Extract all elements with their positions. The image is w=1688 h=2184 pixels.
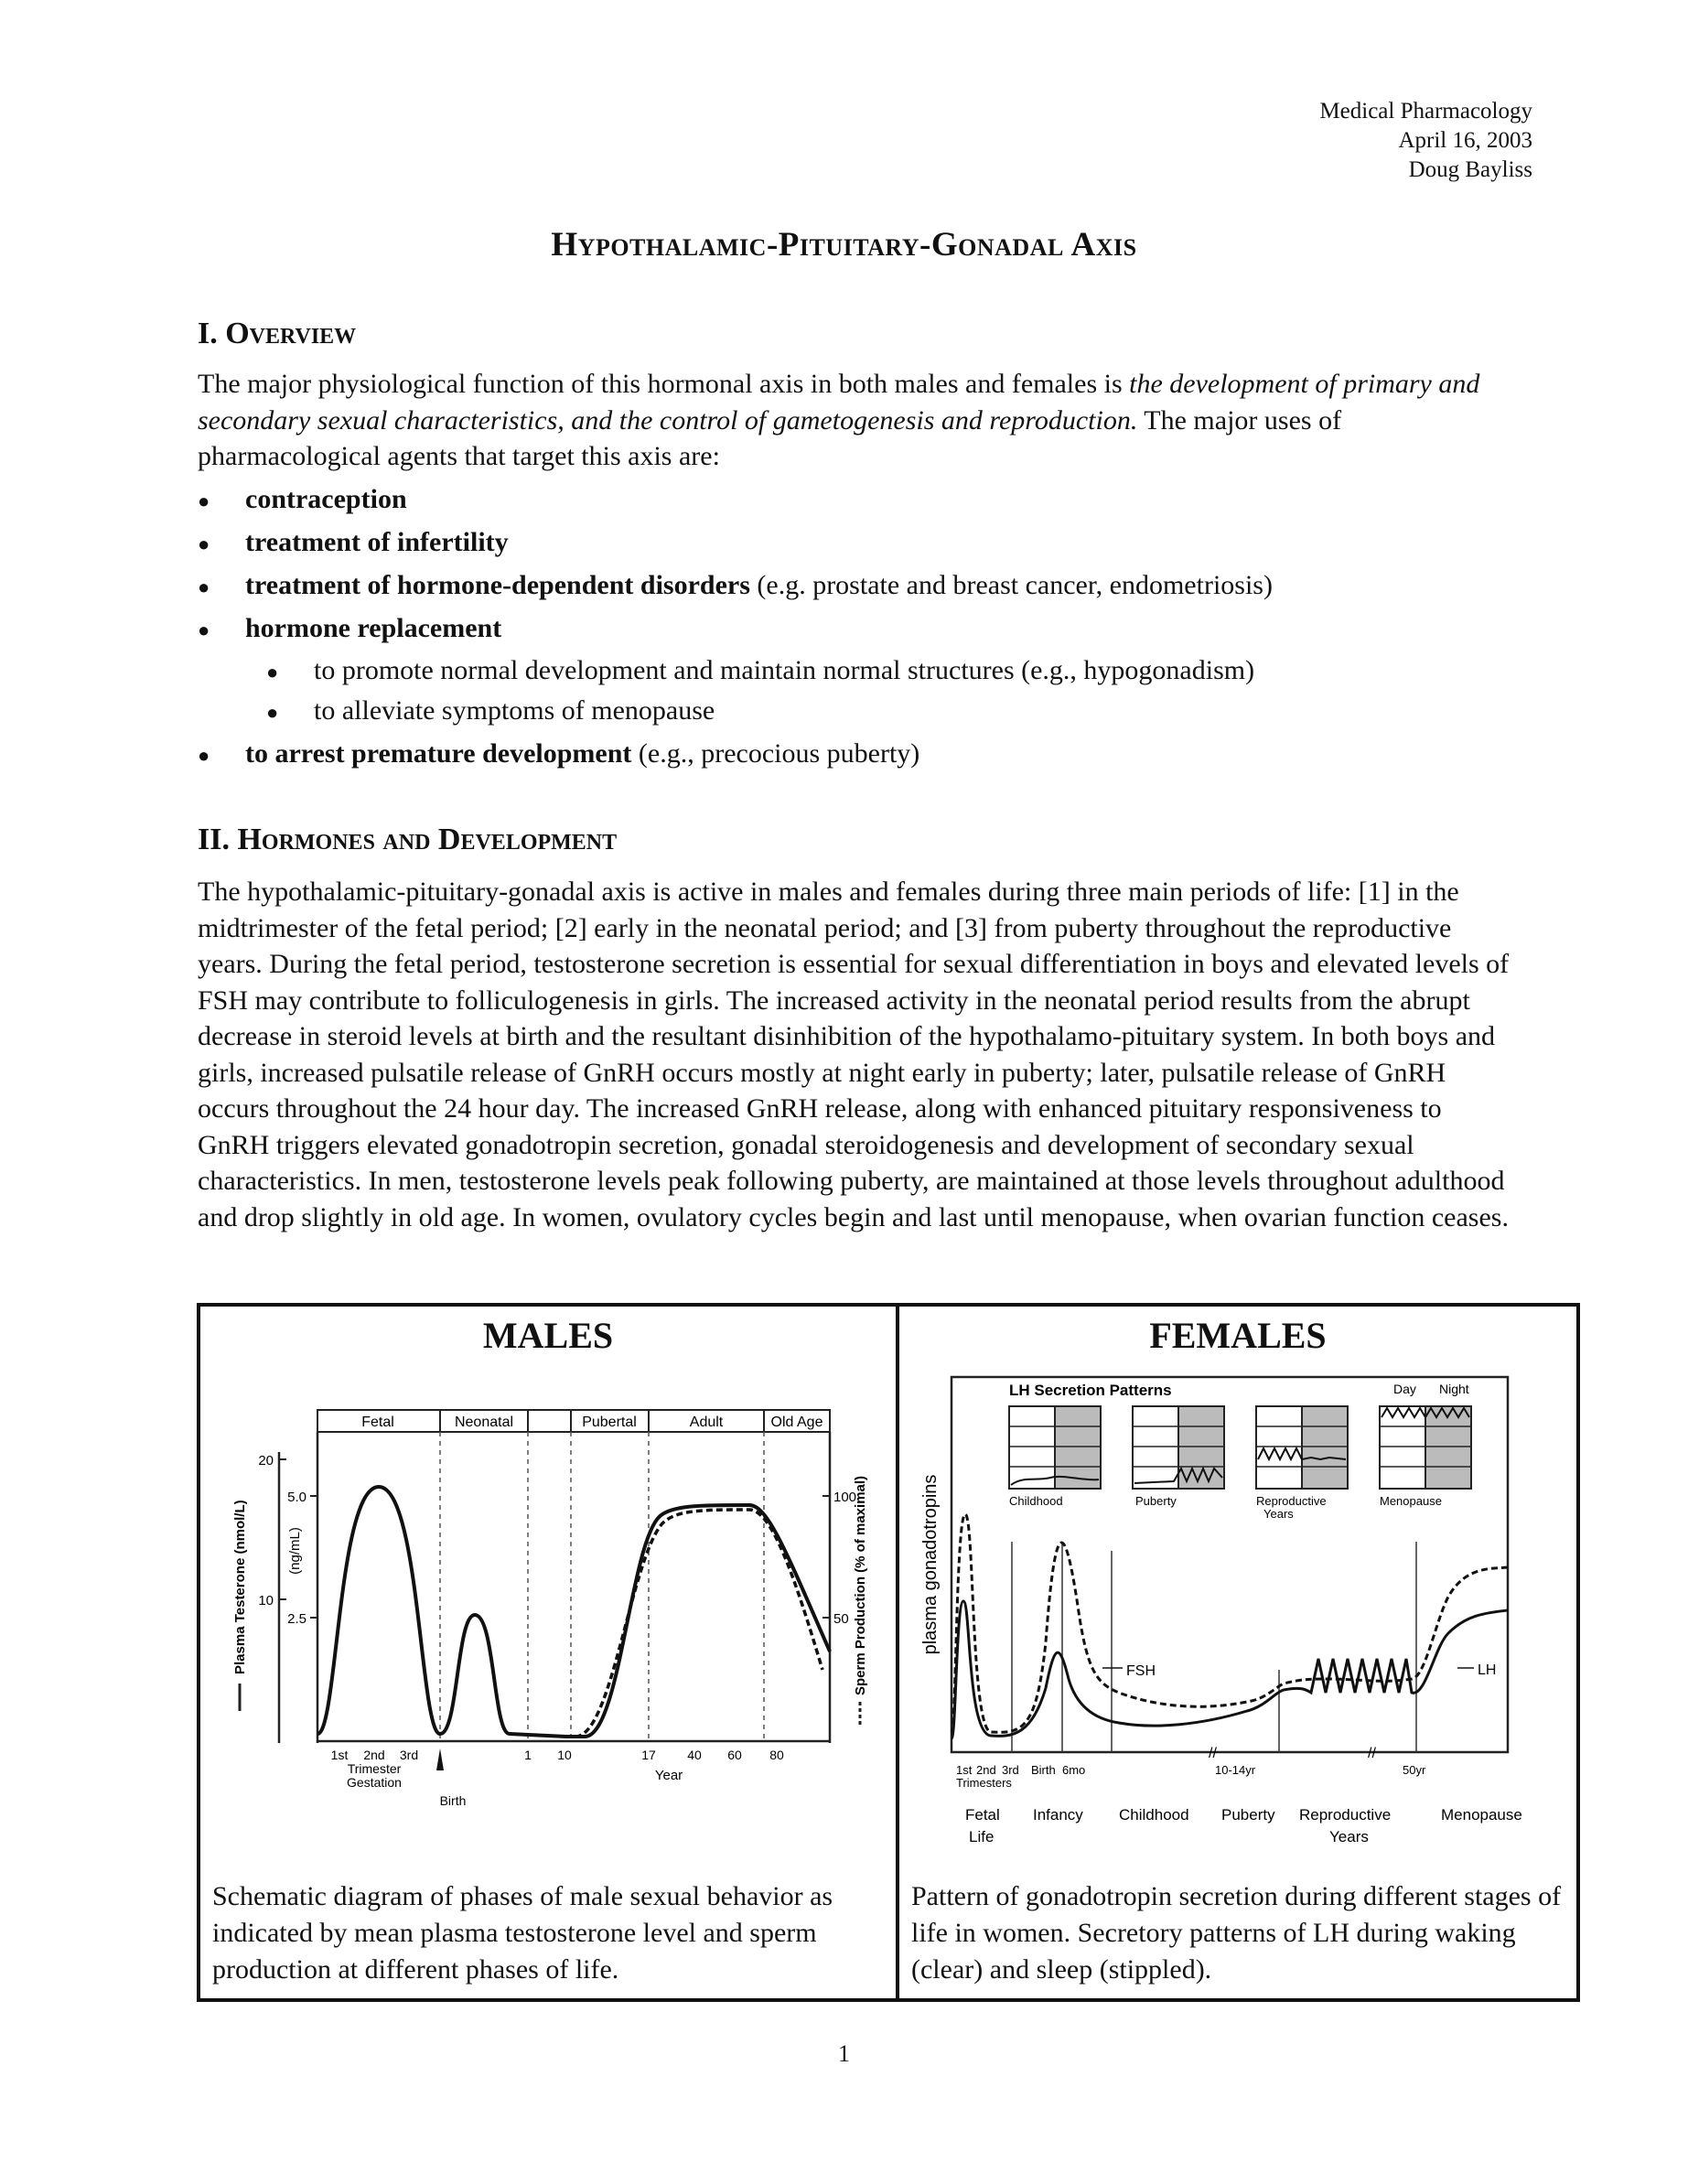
stage-label-puberty: Puberty bbox=[1221, 1806, 1275, 1824]
x-tick-label: 2nd bbox=[976, 1763, 996, 1777]
x-tick-label: 1st bbox=[330, 1748, 349, 1762]
x-tick-label: Birth bbox=[1031, 1763, 1056, 1777]
list-item bbox=[198, 738, 919, 769]
sub-list-item bbox=[266, 695, 715, 726]
sub-list-item-text: to alleviate symptoms of menopause bbox=[314, 695, 715, 726]
sperm-production-curve bbox=[575, 1510, 822, 1737]
tick-label: 5.0 bbox=[287, 1490, 306, 1505]
list-item-bold: contraception bbox=[245, 484, 407, 514]
intro-text-italic: the development of primary and secondary sexual characteristics, and the control of gametogenesis and reproduction. bbox=[198, 369, 1480, 436]
list-item bbox=[198, 527, 509, 558]
birth-arrow-icon bbox=[436, 1748, 444, 1770]
tick-label: 20 bbox=[258, 1453, 274, 1469]
tick-label: 2.5 bbox=[287, 1611, 306, 1627]
x-tick-label: 10 bbox=[557, 1748, 572, 1762]
y-right-label: Sperm Production (% of maximal) bbox=[853, 1475, 868, 1695]
inset-label-puberty: Puberty bbox=[1135, 1494, 1177, 1508]
inset-label-childhood: Childhood bbox=[1009, 1494, 1063, 1508]
list-item-bold: to arrest premature development bbox=[245, 738, 632, 769]
intro-text-end: The major uses of pharmacological agents that target this axis are: bbox=[198, 404, 1342, 471]
lh-curve bbox=[952, 1601, 1508, 1738]
inset-title: LH Secretion Patterns bbox=[1009, 1382, 1172, 1399]
sub-list-item-text: to promote normal development and maintain normal structures (e.g., hypogonadism) bbox=[314, 655, 1255, 685]
bullet-icon: ● bbox=[198, 744, 210, 767]
inset-panel-reproductive bbox=[1256, 1406, 1348, 1489]
inset-day-label: Day bbox=[1393, 1382, 1416, 1396]
phase-label-adult: Adult bbox=[689, 1415, 724, 1430]
section-2-paragraph: The hypothalamic-pituitary-gonadal axis is active in males and females during three main periods of life: [1] in the midtrimester of the fetal period; [2] early in the neonatal period; and [3] from puberty throughout the reproductive years. During the fetal period, testosterone secretion is essential for sexual differentiation in boys and elevated levels of FSH may contribute to folliculogenesis in girls. The increased activity in the neonatal period results from the abrupt decrease in steroid levels at birth and the resultant disinhibition of the hypothalamo-pituitary system. In both boys and girls, increased pulsatile release of GnRH occurs mostly at night early in puberty; later, pulsatile release of GnRH occurs throughout the 24 hour day. The increased GnRH release, along with enhanced pituitary responsiveness to GnRH triggers elevated gonadotropin secretion, gonadal steroidogenesis and development of secondary sexual characteristics. In men, testosterone levels peak following puberty, are maintained at those levels throughout adulthood and drop slightly in old age. In women, ovulatory cycles begin and last until menopause, when ovarian function ceases. bbox=[198, 877, 1510, 1232]
list-item bbox=[198, 570, 1273, 601]
stage-label-years: Years bbox=[1329, 1828, 1369, 1845]
bullet-icon: ● bbox=[198, 490, 210, 512]
trimester-label: Trimester bbox=[347, 1761, 402, 1776]
inset-label-reproductive: Reproductive bbox=[1256, 1494, 1327, 1508]
males-figure-title: MALES bbox=[482, 1315, 614, 1356]
page-number: 1 bbox=[838, 2040, 850, 2067]
bullet-icon: ● bbox=[198, 533, 210, 555]
inset-panel-childhood bbox=[1009, 1406, 1101, 1489]
axis-break-icon: // bbox=[1368, 1746, 1376, 1761]
birth-label: Birth bbox=[439, 1793, 467, 1808]
intro-text-start: The major physiological function of this hormonal axis in both males and females is bbox=[198, 369, 1130, 399]
list-item-rest: (e.g., precocious puberty) bbox=[631, 738, 920, 769]
author-name: Doug Bayliss bbox=[1408, 157, 1532, 182]
list-item bbox=[198, 613, 501, 644]
inset-panel-menopause bbox=[1380, 1406, 1471, 1489]
stage-label-infancy: Infancy bbox=[1033, 1806, 1083, 1824]
x-tick-label: 2nd bbox=[363, 1748, 385, 1762]
x-tick-label: 40 bbox=[687, 1748, 702, 1762]
stage-label-reproductive: Reproductive bbox=[1299, 1806, 1392, 1824]
x-tick-label: 6mo bbox=[1062, 1763, 1086, 1777]
x-tick-label: 3rd bbox=[1002, 1763, 1019, 1777]
x-tick-label: 60 bbox=[727, 1748, 742, 1762]
axis-break-icon: // bbox=[1209, 1746, 1217, 1761]
inset-panel-puberty bbox=[1133, 1406, 1224, 1489]
stage-label-life: Life bbox=[969, 1828, 995, 1845]
section-2-heading: II. Hormones and Development bbox=[198, 823, 618, 856]
males-caption: Schematic diagram of phases of male sexual behavior as indicated by mean plasma testosterone level and sperm production at different phases of life. bbox=[212, 1881, 833, 1985]
females-figure-title: FEMALES bbox=[1149, 1315, 1327, 1356]
x-tick-label: 10-14yr bbox=[1215, 1763, 1256, 1777]
section-1-intro bbox=[198, 366, 1524, 475]
tick-label: 100 bbox=[833, 1490, 857, 1505]
females-caption: Pattern of gonadotropin secretion during different stages of life in women. Secretory patterns of LH during waking (clear) and sleep (stippled). bbox=[911, 1881, 1562, 1985]
tick-label: 10 bbox=[258, 1593, 274, 1608]
stage-label-menopause: Menopause bbox=[1441, 1806, 1522, 1824]
bullet-icon: ● bbox=[266, 661, 279, 683]
inset-label-menopause: Menopause bbox=[1380, 1494, 1442, 1508]
testosterone-curve bbox=[317, 1487, 830, 1737]
males-chart bbox=[200, 1368, 896, 1862]
x-tick-label: 1st bbox=[956, 1763, 973, 1777]
stage-label-fetal: Fetal bbox=[965, 1806, 1000, 1824]
stage-label-childhood: Childhood bbox=[1119, 1806, 1189, 1824]
x-tick-label: 17 bbox=[641, 1748, 656, 1762]
y-left-outer-label: Plasma Testerone (nmol/L) bbox=[232, 1500, 248, 1674]
course-name: Medical Pharmacology bbox=[1319, 99, 1532, 124]
phase-label-old-age: Old Age bbox=[770, 1415, 823, 1430]
inset-label-years: Years bbox=[1263, 1507, 1294, 1521]
list-item-bold: treatment of hormone-dependent disorders bbox=[245, 570, 750, 600]
list-item-bold: treatment of infertility bbox=[245, 527, 509, 557]
y-left-inner-label: (ng/mL) bbox=[287, 1527, 303, 1575]
phase-header-box bbox=[317, 1410, 830, 1432]
bullet-icon: ● bbox=[266, 701, 279, 724]
list-item-rest: (e.g. prostate and breast cancer, endometriosis) bbox=[749, 570, 1273, 600]
fsh-curve bbox=[952, 1514, 1508, 1734]
phase-label-fetal: Fetal bbox=[361, 1415, 394, 1430]
section-1-heading: I. Overview bbox=[198, 317, 357, 350]
phase-label-pubertal: Pubertal bbox=[582, 1415, 637, 1430]
phase-label-neonatal: Neonatal bbox=[454, 1415, 514, 1430]
list-item-bold: hormone replacement bbox=[245, 613, 502, 643]
phase-dividers bbox=[440, 1432, 764, 1743]
x-axis-label: Year bbox=[654, 1768, 683, 1783]
bullet-icon: ● bbox=[198, 576, 210, 598]
x-tick-label: 80 bbox=[769, 1748, 784, 1762]
x-tick-label: 3rd bbox=[399, 1748, 419, 1762]
fsh-label: FSH bbox=[1126, 1663, 1156, 1679]
gestation-label: Gestation bbox=[347, 1775, 402, 1790]
y-axis-label: plasma gonadotropins bbox=[920, 1474, 941, 1655]
document-date: April 16, 2003 bbox=[1398, 128, 1532, 153]
tick-label: 50 bbox=[833, 1611, 849, 1627]
x-tick-label: 50yr bbox=[1403, 1763, 1426, 1777]
document-header bbox=[1319, 97, 1532, 185]
bullet-icon: ● bbox=[198, 619, 210, 641]
sub-list-item bbox=[266, 655, 1254, 686]
document-title: Hypothalamic-Pituitary-Gonadal Axis bbox=[551, 226, 1137, 264]
inset-night-label: Night bbox=[1439, 1382, 1469, 1396]
x-tick-label: 1 bbox=[524, 1748, 532, 1762]
list-item bbox=[198, 484, 407, 515]
trimesters-label: Trimesters bbox=[956, 1776, 1012, 1790]
lh-label: LH bbox=[1478, 1662, 1497, 1678]
females-chart bbox=[899, 1368, 1576, 1862]
